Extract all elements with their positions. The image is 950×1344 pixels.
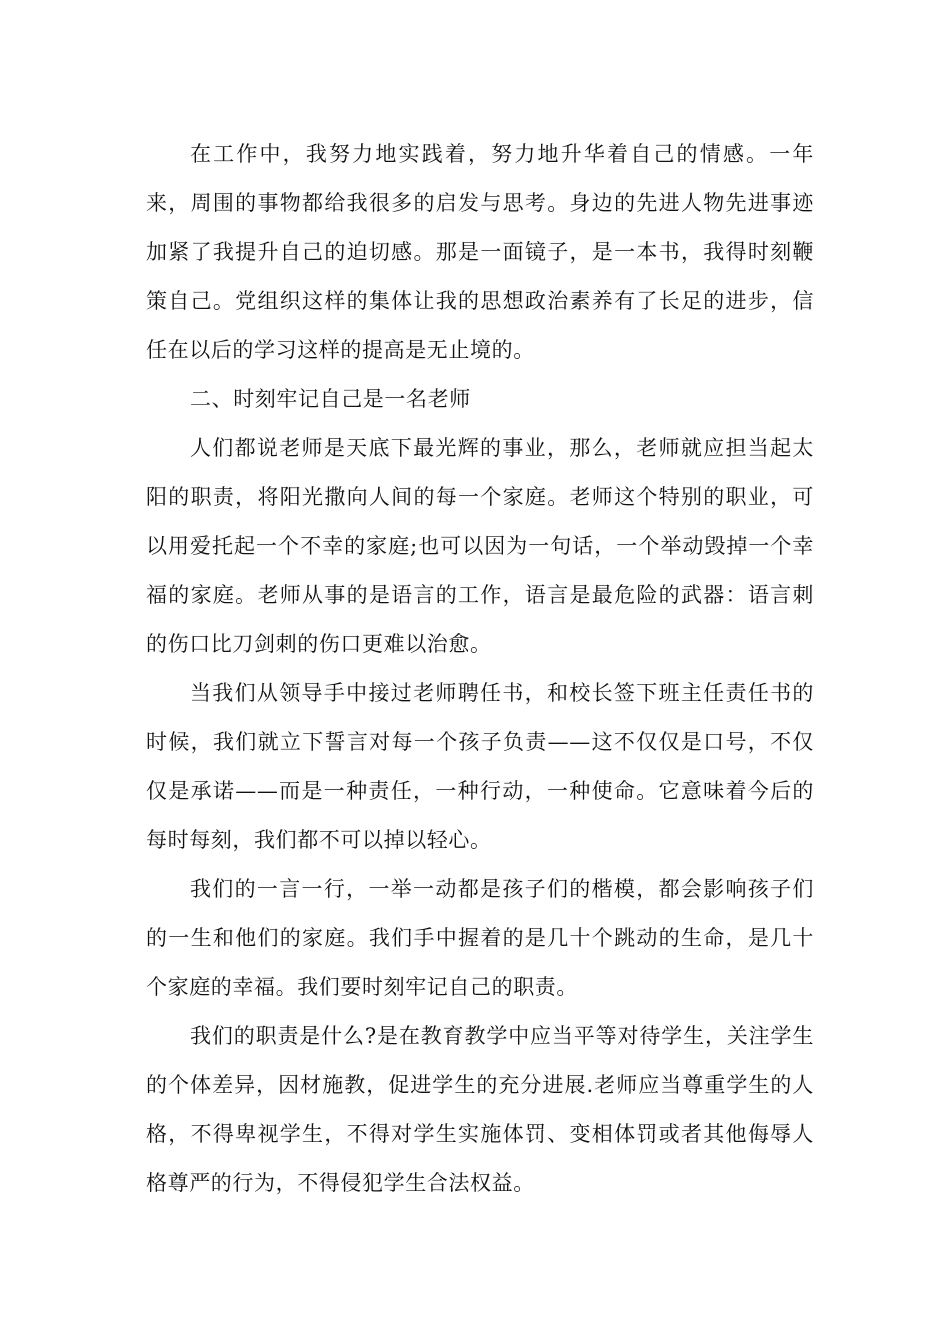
paragraph-role-model: 我们的一言一行，一举一动都是孩子们的楷模，都会影响孩子们的一生和他们的家庭。我们手中握着的是几十个跳动的生命，是几十个家庭的幸福。我们要时刻牢记自己的职责。 (146, 877, 814, 999)
document-body (146, 130, 814, 1208)
section-heading-teacher: 二、时刻牢记自己是一名老师 (190, 387, 471, 411)
paragraph-teacher-role: 人们都说老师是天底下最光辉的事业，那么，老师就应担当起太阳的职责，将阳光撒向人间的每一个家庭。老师这个特别的职业，可以用爱托起一个不幸的家庭;也可以因为一句话，一个举动毁掉一个幸福的家庭。老师从事的是语言的工作，语言是最危险的武器：语言刺的伤口比刀剑刺的伤口更难以治愈。 (146, 436, 814, 656)
paragraph-duties: 我们的职责是什么?是在教育教学中应当平等对待学生，关注学生的个体差异，因材施教，促进学生的充分进展.老师应当尊重学生的人格，不得卑视学生，不得对学生实施体罚、变相体罚或者其他侮辱人格尊严的行为，不得侵犯学生合法权益。 (146, 1024, 814, 1195)
paragraph-responsibility-oath: 当我们从领导手中接过老师聘任书，和校长签下班主任责任书的时候，我们就立下誓言对每一个孩子负责——这不仅仅是口号，不仅仅是承诺——而是一种责任，一种行动，一种使命。它意味着今后的每时每刻，我们都不可以掉以轻心。 (146, 681, 814, 852)
paragraph-work-reflection: 在工作中，我努力地实践着，努力地升华着自己的情感。一年来，周围的事物都给我很多的启发与思考。身边的先进人物先进事迹加紧了我提升自己的迫切感。那是一面镜子，是一本书，我得时刻鞭策自己。党组织这样的集体让我的思想政治素养有了长足的进步，信任在以后的学习这样的提高是无止境的。 (146, 142, 814, 362)
